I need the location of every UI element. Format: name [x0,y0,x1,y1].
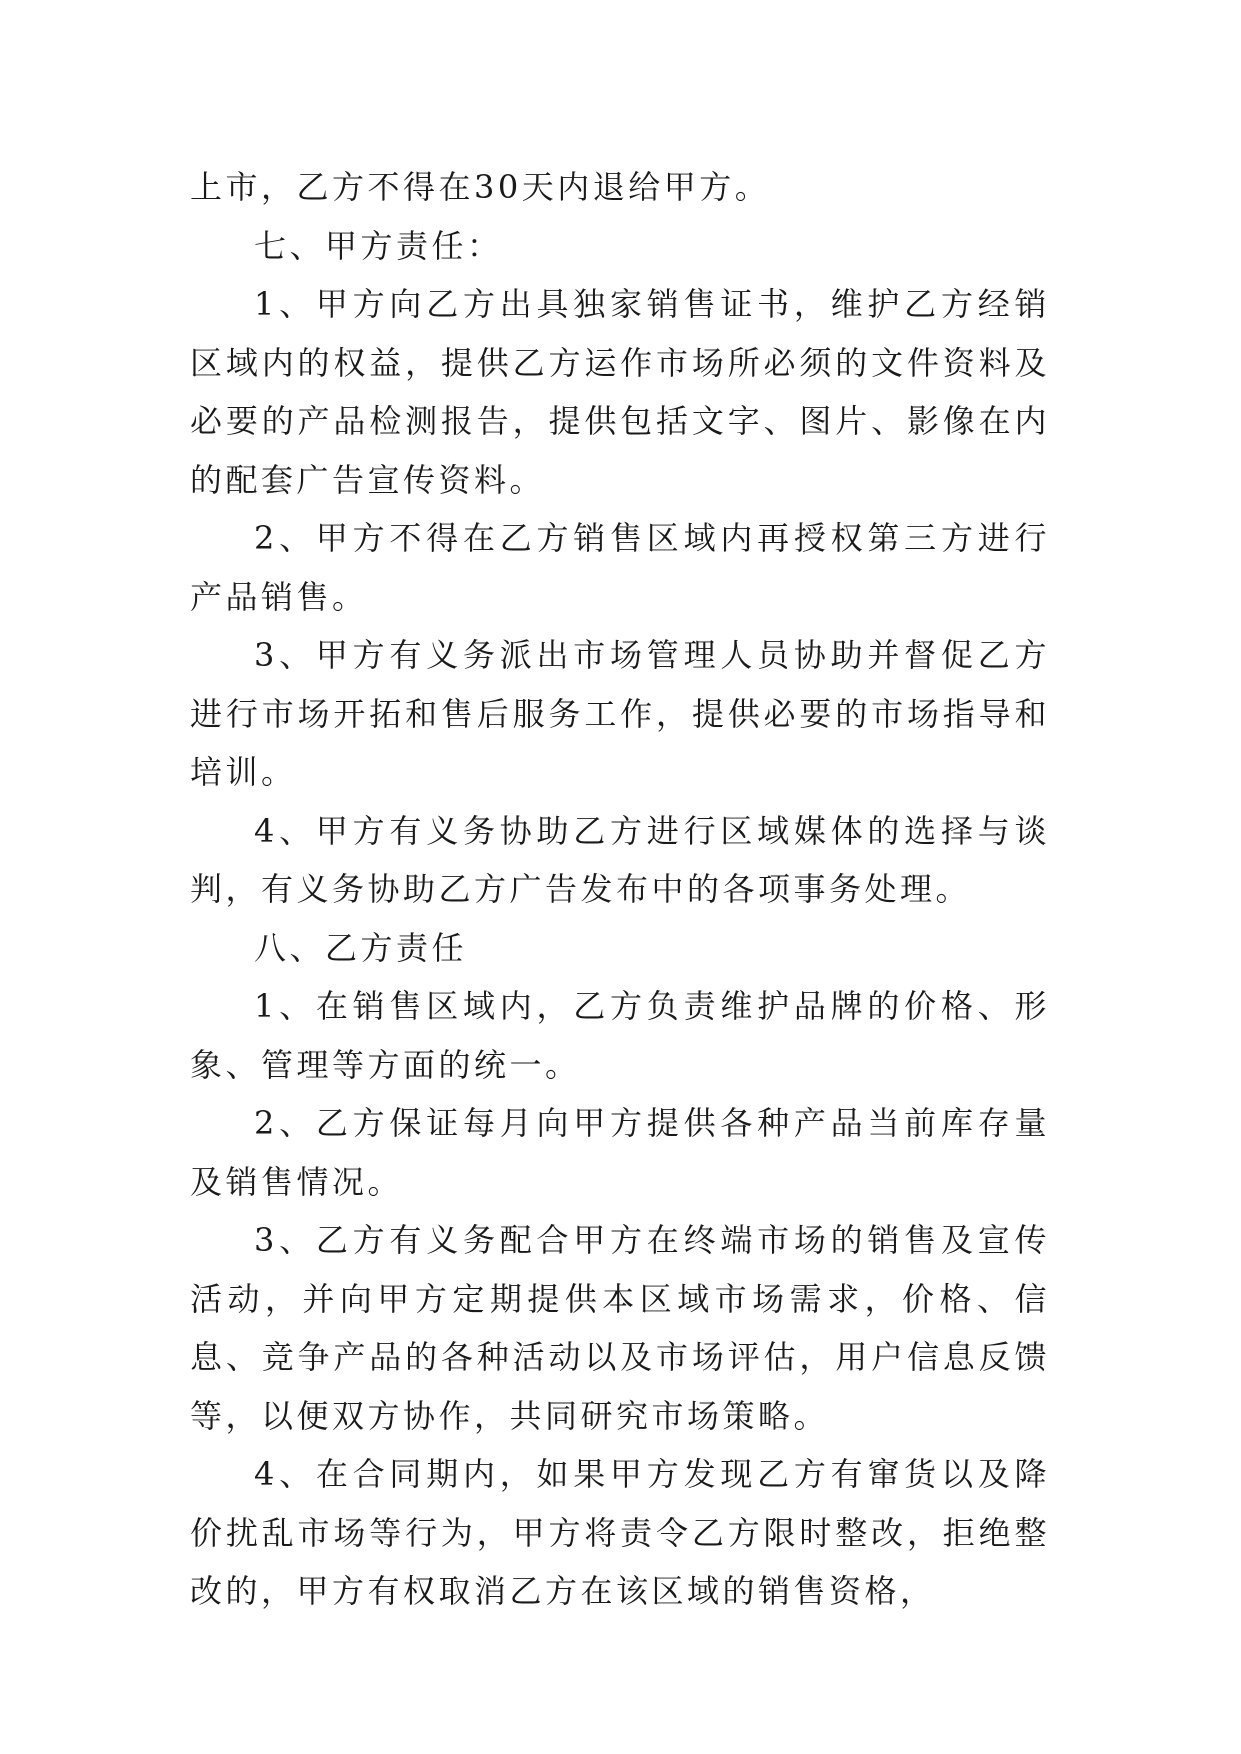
party-a-duty-2: 2、甲方不得在乙方销售区域内再授权第三方进行产品销售。 [190,519,1050,616]
party-a-duty-4: 4、甲方有义务协助乙方进行区域媒体的选择与谈判，有义务协助乙方广告发布中的各项事务处理。 [190,811,1050,908]
party-a-duty-1: 1、甲方向乙方出具独家销售证书，维护乙方经销区域内的权益，提供乙方运作市场所必须的文件资料及必要的产品检测报告，提供包括文字、图片、影像在内的配套广告宣传资料。 [190,285,1050,499]
party-b-duty-3: 3、乙方有义务配合甲方在终端市场的销售及宣传活动，并向甲方定期提供本区域市场需求，价格、信息、竞争产品的各种活动以及市场评估，用户信息反馈等，以便双方协作，共同研究市场策略。 [190,1221,1050,1435]
party-a-duty-3: 3、甲方有义务派出市场管理人员协助并督促乙方进行市场开拓和售后服务工作，提供必要的市场指导和培训。 [190,636,1050,791]
party-b-duty-4: 4、在合同期内，如果甲方发现乙方有窜货以及降价扰乱市场等行为，甲方将责令乙方限时整改，拒绝整改的，甲方有权取消乙方在该区域的销售资格， [190,1455,1050,1610]
document-body [190,158,1050,1621]
section-heading-party-a-duties: 七、甲方责任： [254,226,503,265]
party-b-duty-1: 1、在销售区域内，乙方负责维护品牌的价格、形象、管理等方面的统一。 [190,987,1050,1084]
party-b-duty-2: 2、乙方保证每月向甲方提供各种产品当前库存量及销售情况。 [190,1104,1050,1201]
paragraph-continuation: 上市，乙方不得在30天内退给甲方。 [190,168,771,206]
section-heading-party-b-duties: 八、乙方责任 [254,928,468,967]
